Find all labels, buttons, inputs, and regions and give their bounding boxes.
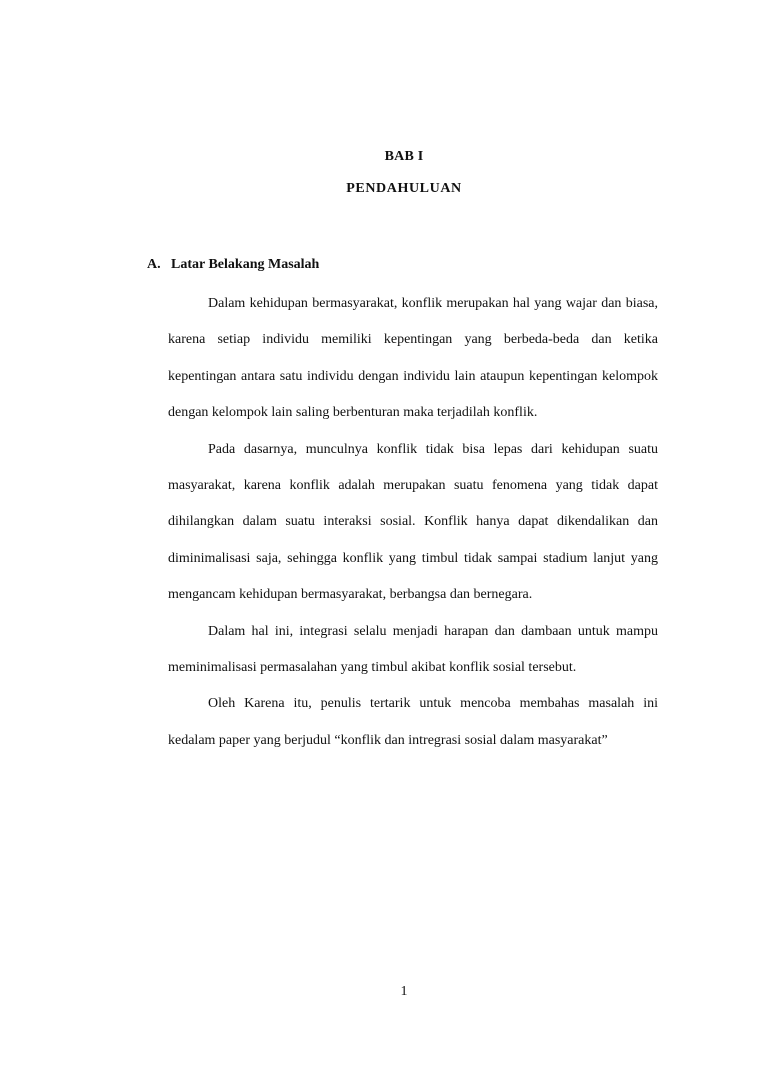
page-number: 1 <box>400 984 408 999</box>
body-text <box>168 286 658 759</box>
paragraph-3: Dalam hal ini, integrasi selalu menjadi harapan dan dambaan untuk mampu meminimalisasi permasalahan yang timbul akibat konflik sosial tersebut. <box>168 623 658 676</box>
section-heading <box>147 257 319 273</box>
paragraph-2: Pada dasarnya, munculnya konflik tidak bisa lepas dari kehidupan suatu masyarakat, karena konflik adalah merupakan suatu fenomena yang tidak dapat dihilangkan dalam suatu interaksi sosial. Konflik hanya dapat dikendalikan dan diminimalisasi saja, sehingga konflik yang timbul tidak sampai stadium lanjut yang mengancam kehidupan bermasyarakat, berbangsa dan bernegara. <box>168 441 658 603</box>
paragraph-4: Oleh Karena itu, penulis tertarik untuk mencoba membahas masalah ini kedalam paper yang berjudul “konflik dan intregrasi sosial dalam masyarakat” <box>168 696 658 748</box>
paragraph-1: Dalam kehidupan bermasyarakat, konflik merupakan hal yang wajar dan biasa, karena setiap individu memiliki kepentingan yang berbeda-beda dan ketika kepentingan antara satu individu dengan individu lain ataupun kepentingan kelompok dengan kelompok lain saling berbenturan maka terjadilah konflik. <box>168 296 658 421</box>
chapter-title: PENDAHULUAN <box>346 181 462 196</box>
chapter-label: BAB I <box>384 149 424 164</box>
section-marker: A. <box>147 257 161 272</box>
section-title: Latar Belakang Masalah <box>171 257 320 272</box>
